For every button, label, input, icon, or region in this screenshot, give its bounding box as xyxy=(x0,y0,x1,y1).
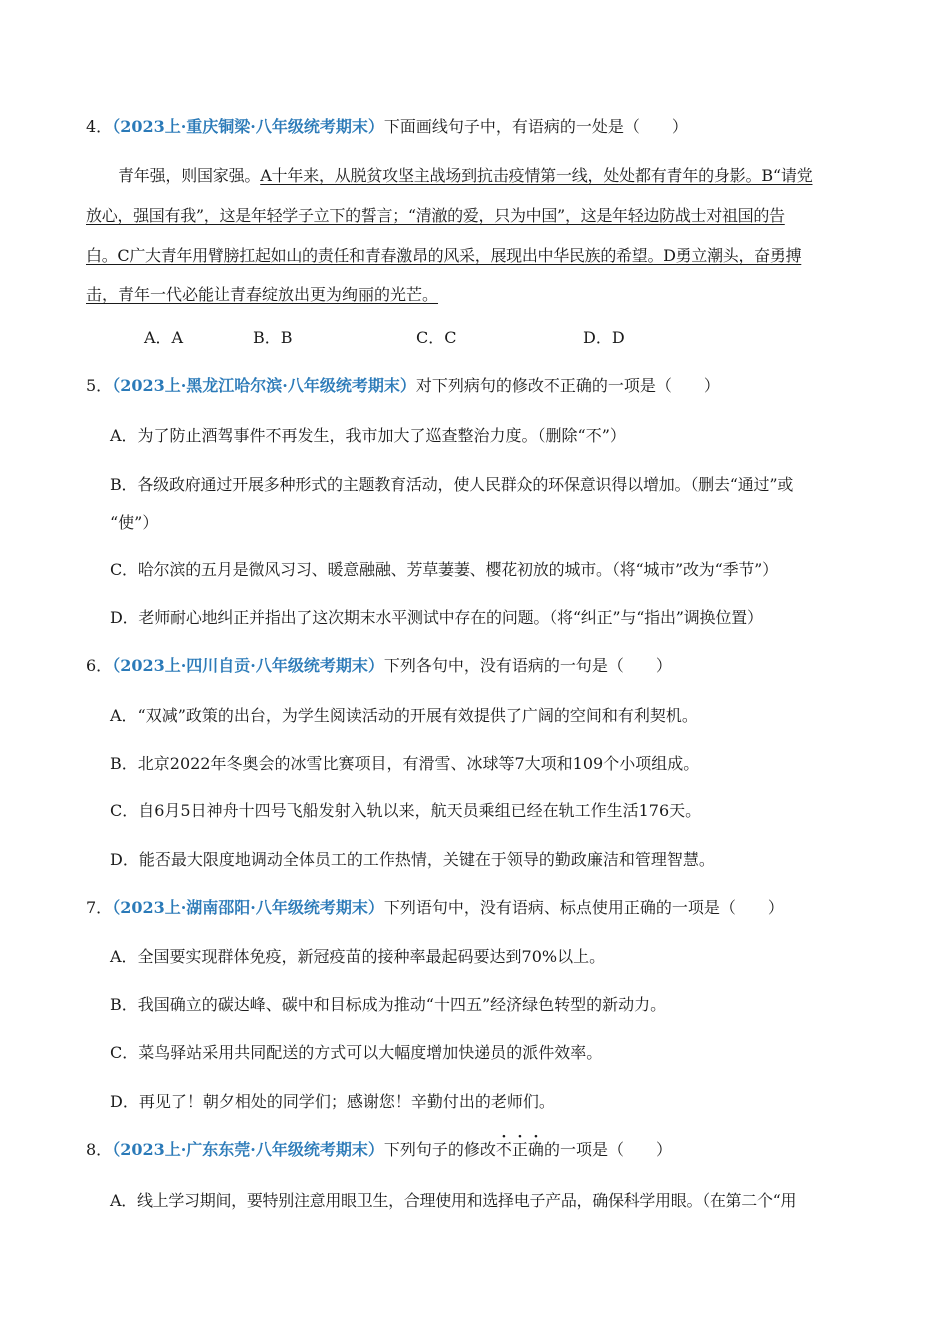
question-source: （2023上·黑龙江哈尔滨·八年级统考期末） xyxy=(112,376,416,395)
question-7-option-d: D．再见了！朝夕相处的同学们；感谢您！辛勤付出的老师们。 xyxy=(110,1092,555,1111)
question-stem: 对下列病句的修改不正确的一项是（ ） xyxy=(415,376,720,395)
passage-line-1 xyxy=(118,164,813,188)
question-number: 4． xyxy=(86,117,113,136)
question-number: 8． xyxy=(86,1140,113,1159)
question-number: 7． xyxy=(86,898,113,917)
passage-line-4: 击，青年一代必能让青春绽放出更为绚丽的光芒。 xyxy=(86,285,439,304)
question-7-option-b: B．我国确立的碳达峰、碳中和目标成为推动“十四五”经济绿色转型的新动力。 xyxy=(110,995,667,1014)
question-source: （2023上·重庆铜梁·八年级统考期末） xyxy=(112,117,384,136)
passage-line-2: 放心，强国有我”，这是年轻学子立下的誓言；“清澈的爱，只为中国”，这是年轻边防战士对祖国的告 xyxy=(86,206,785,225)
question-8-header xyxy=(86,1138,672,1162)
question-source: （2023上·四川自贡·八年级统考期末） xyxy=(112,656,384,675)
question-stem-before: 下列句子的修改 xyxy=(383,1140,496,1159)
option-a: A．A xyxy=(144,328,184,347)
emphasis-char: 正 xyxy=(511,1140,528,1159)
question-5-option-b: B．各级政府通过开展多种形式的主题教育活动，使人民群众的环保意识得以增加。（删去“通过”或 xyxy=(110,475,794,494)
question-5-option-a: A．为了防止酒驾事件不再发生，我市加大了巡查整治力度。（删除“不”） xyxy=(110,426,626,445)
emphasis-char: 确 xyxy=(527,1140,544,1159)
question-8-option-a: A．线上学习期间，要特别注意用眼卫生，合理使用和选择电子产品，确保科学用眼。（在第二个“用 xyxy=(110,1191,797,1210)
option-d: D．D xyxy=(583,328,625,347)
question-6-option-a: A．“双减”政策的出台，为学生阅读活动的开展有效提供了广阔的空间和有利契机。 xyxy=(110,706,698,725)
question-5-header xyxy=(86,374,720,398)
question-5-option-b-cont: “使”） xyxy=(110,513,159,532)
question-number: 5． xyxy=(86,376,113,395)
emphasis-char: 不 xyxy=(495,1140,512,1159)
option-b: B．B xyxy=(253,328,293,347)
question-6-option-b: B．北京2022年冬奥会的冰雪比赛项目，有滑雪、冰球等7大项和109个小项组成。 xyxy=(110,754,700,773)
question-5-option-d: D．老师耐心地纠正并指出了这次期末水平测试中存在的问题。（将“纠正”与“指出”调换位置） xyxy=(110,608,763,627)
passage-intro: 青年强，则国家强。 xyxy=(118,166,261,185)
question-source: （2023上·广东东莞·八年级统考期末） xyxy=(112,1140,384,1159)
question-7-option-a: A．全国要实现群体免疫，新冠疫苗的接种率最起码要达到70%以上。 xyxy=(110,947,606,966)
question-number: 6． xyxy=(86,656,113,675)
question-stem: 下列语句中，没有语病、标点使用正确的一项是（ ） xyxy=(383,898,784,917)
question-5-option-c: C．哈尔滨的五月是微风习习、暖意融融、芳草萋萋、樱花初放的城市。（将“城市”改为“季节”） xyxy=(110,560,778,579)
question-6-option-d: D．能否最大限度地调动全体员工的工作热情，关键在于领导的勤政廉洁和管理智慧。 xyxy=(110,850,715,869)
question-6-option-c: C．自6月5日神舟十四号飞船发射入轨以来，航天员乘组已经在轨工作生活176天。 xyxy=(110,801,702,820)
question-source: （2023上·湖南邵阳·八年级统考期末） xyxy=(112,898,384,917)
underlined-sentence: A十年来，从脱贫攻坚主战场到抗击疫情第一线，处处都有青年的身影。B“请党 xyxy=(260,166,813,185)
question-4-header xyxy=(86,115,688,139)
option-c: C．C xyxy=(416,328,457,347)
question-stem: 下列各句中，没有语病的一句是（ ） xyxy=(383,656,672,675)
passage-line-3: 白。C广大青年用臂膀扛起如山的责任和青春激昂的风采，展现出中华民族的希望。D勇立潮头，奋勇搏 xyxy=(86,246,802,265)
question-6-header xyxy=(86,654,672,678)
question-stem: 下面画线句子中，有语病的一处是（ ） xyxy=(383,117,688,136)
question-stem-after: 的一项是（ ） xyxy=(543,1140,672,1159)
question-7-header xyxy=(86,896,784,920)
question-7-option-c: C．菜鸟驿站采用共同配送的方式可以大幅度增加快递员的派件效率。 xyxy=(110,1043,603,1062)
